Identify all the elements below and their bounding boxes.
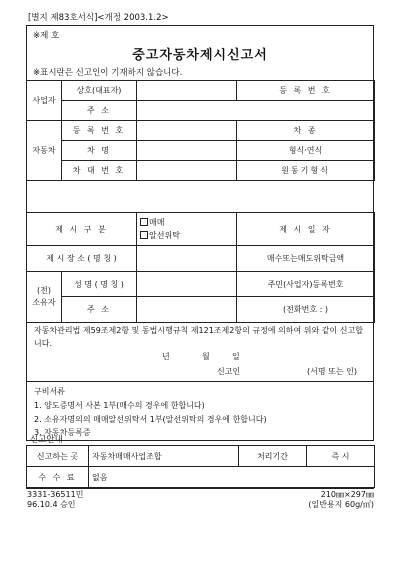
vehicle-name-label: 차 명 <box>62 141 137 161</box>
option-sale[interactable] <box>140 216 233 229</box>
form-number: [별지 제83호서식]<개정 2003.1.2> <box>28 13 169 23</box>
sale-label: 매매 <box>149 218 165 227</box>
paper-size: 210㎜×297㎜ <box>320 490 374 499</box>
paper-type: (일반용지 60g/㎡) <box>308 500 374 509</box>
document-item: 1. 양도증명서 사본 1부(매수의 경우에 한합니다) <box>34 401 205 410</box>
receipt-mark: ※제 호 <box>33 31 60 41</box>
main-form <box>26 25 374 441</box>
document-item: 2. 소유자명의의 매매알선위탁서 1부(알선위탁의 경우에 한합니다) <box>34 414 267 424</box>
date-year: 년 <box>162 352 170 361</box>
presentation-date-label: 제 시 일 자 <box>237 213 375 246</box>
vehicle-chassis-field[interactable] <box>137 161 237 181</box>
presentation-table <box>26 212 375 323</box>
vehicle-regno-field[interactable] <box>137 121 237 141</box>
form-code: 3331-36511민 <box>27 490 84 499</box>
office-value: 자동차매매사업조합 <box>89 446 239 467</box>
footer-right <box>274 490 374 510</box>
documents-list <box>34 399 267 440</box>
period-value: 즉 시 <box>307 446 375 467</box>
category-label: 제 시 구 분 <box>27 213 137 246</box>
category-options <box>137 213 237 246</box>
owner-phone-label: (전화번호 : ) <box>237 297 375 323</box>
form-note: ※표시란은 신고인이 기재하지 않습니다. <box>33 68 183 78</box>
business-name-label: 상호(대표자) <box>62 81 137 101</box>
business-address-label: 주 소 <box>62 101 137 121</box>
business-name-field[interactable] <box>137 81 237 101</box>
declarant-label: 신고인 <box>217 367 241 376</box>
option-brokerage[interactable] <box>140 229 233 242</box>
fee-value: 없음 <box>89 467 375 488</box>
vehicle-name-field[interactable] <box>137 141 237 161</box>
footer-divider <box>26 488 374 489</box>
owner-name-field[interactable] <box>137 272 237 297</box>
documents-divider <box>27 381 373 382</box>
guide-table <box>26 445 375 488</box>
owner-name-label: 성 명 ( 명 칭 ) <box>62 272 137 297</box>
owner-section-label-2: 소유자 <box>32 298 56 307</box>
brokerage-label: 알선위탁 <box>149 231 180 240</box>
vehicle-type-label: 차 종 <box>237 121 375 141</box>
office-label: 신고하는 곳 <box>27 446 89 467</box>
business-section-label: 사업자 <box>27 81 62 121</box>
vehicle-section-label: 자동차 <box>27 121 62 181</box>
date-day: 일 <box>232 352 240 361</box>
sale-checkbox[interactable] <box>140 218 148 226</box>
business-address-field[interactable] <box>137 101 375 121</box>
info-table <box>26 80 375 181</box>
brokerage-checkbox[interactable] <box>140 231 148 239</box>
place-label: 제 시 장 소 ( 명 칭 ) <box>27 246 137 272</box>
owner-address-field[interactable] <box>137 297 237 323</box>
owner-section-label <box>27 272 62 323</box>
date-month: 월 <box>202 352 210 361</box>
vehicle-model-label: 형식·연식 <box>237 141 375 161</box>
owner-address-label: 주 소 <box>62 297 137 323</box>
guide-title: 신고안내 <box>30 435 63 445</box>
vehicle-engine-label: 원동기형식 <box>237 161 375 181</box>
vehicle-chassis-label: 차 대 번 호 <box>62 161 137 181</box>
document-item: 3. 자동차등록증 <box>34 428 91 437</box>
price-label: 매수또는매도위탁금액 <box>237 246 375 272</box>
signature-label: (서명 또는 인) <box>307 367 357 376</box>
documents-title: 구비서류 <box>34 387 65 396</box>
place-field[interactable] <box>137 246 237 272</box>
fee-label: 수 수 료 <box>27 467 89 488</box>
declaration-text: 자동차관리법 제59조제2항 및 동법시행규칙 제121조제2항의 규정에 의하여 위와 같이 신고합니다. <box>34 326 363 348</box>
form-title: 중고자동차제시신고서 <box>132 48 268 63</box>
owner-section-label-1: (전) <box>37 286 51 295</box>
business-regno-label: 등 록 번 호 <box>237 81 375 101</box>
period-label: 처리기간 <box>239 446 307 467</box>
footer-left <box>27 490 83 510</box>
owner-id-label: 주민(사업자)등록번호 <box>237 272 375 297</box>
vehicle-regno-label: 등 록 번 호 <box>62 121 137 141</box>
approval-date: 96.10.4 승인 <box>27 500 76 509</box>
